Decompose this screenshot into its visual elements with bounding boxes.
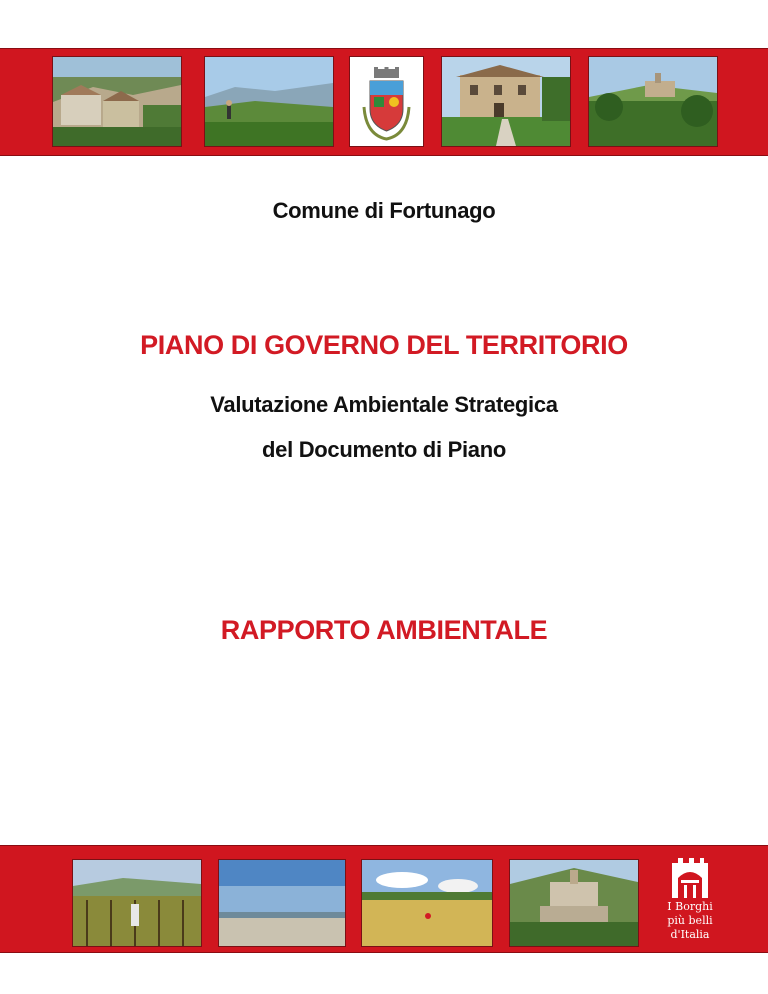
tower-icon — [670, 856, 710, 900]
logo-line-2: più belli — [667, 914, 713, 927]
stone-house-photo — [441, 56, 571, 147]
vineyard-photo — [72, 859, 202, 947]
valley-panorama-photo — [218, 859, 346, 947]
village-rooftops-photo — [52, 56, 182, 147]
logo-line-3: d'Italia — [670, 928, 710, 941]
wheat-field-photo — [361, 859, 493, 947]
subtitle-line-2: del Documento di Piano — [262, 437, 506, 462]
hillside-landscape-photo — [204, 56, 334, 147]
top-photo-band — [0, 48, 768, 156]
hilltop-village-photo — [588, 56, 718, 147]
logo-line-1: I Borghi — [667, 900, 713, 913]
municipality-name: Comune di Fortunago — [272, 198, 496, 223]
borghi-logo — [664, 856, 716, 946]
report-title: RAPPORTO AMBIENTALE — [220, 615, 548, 645]
bottom-photo-band — [0, 845, 768, 953]
subtitle-line-1: Valutazione Ambientale Strategica — [210, 392, 558, 417]
village-aerial-photo — [509, 859, 639, 947]
coat-of-arms-image — [349, 56, 424, 147]
plan-title: PIANO DI GOVERNO DEL TERRITORIO — [140, 330, 628, 360]
